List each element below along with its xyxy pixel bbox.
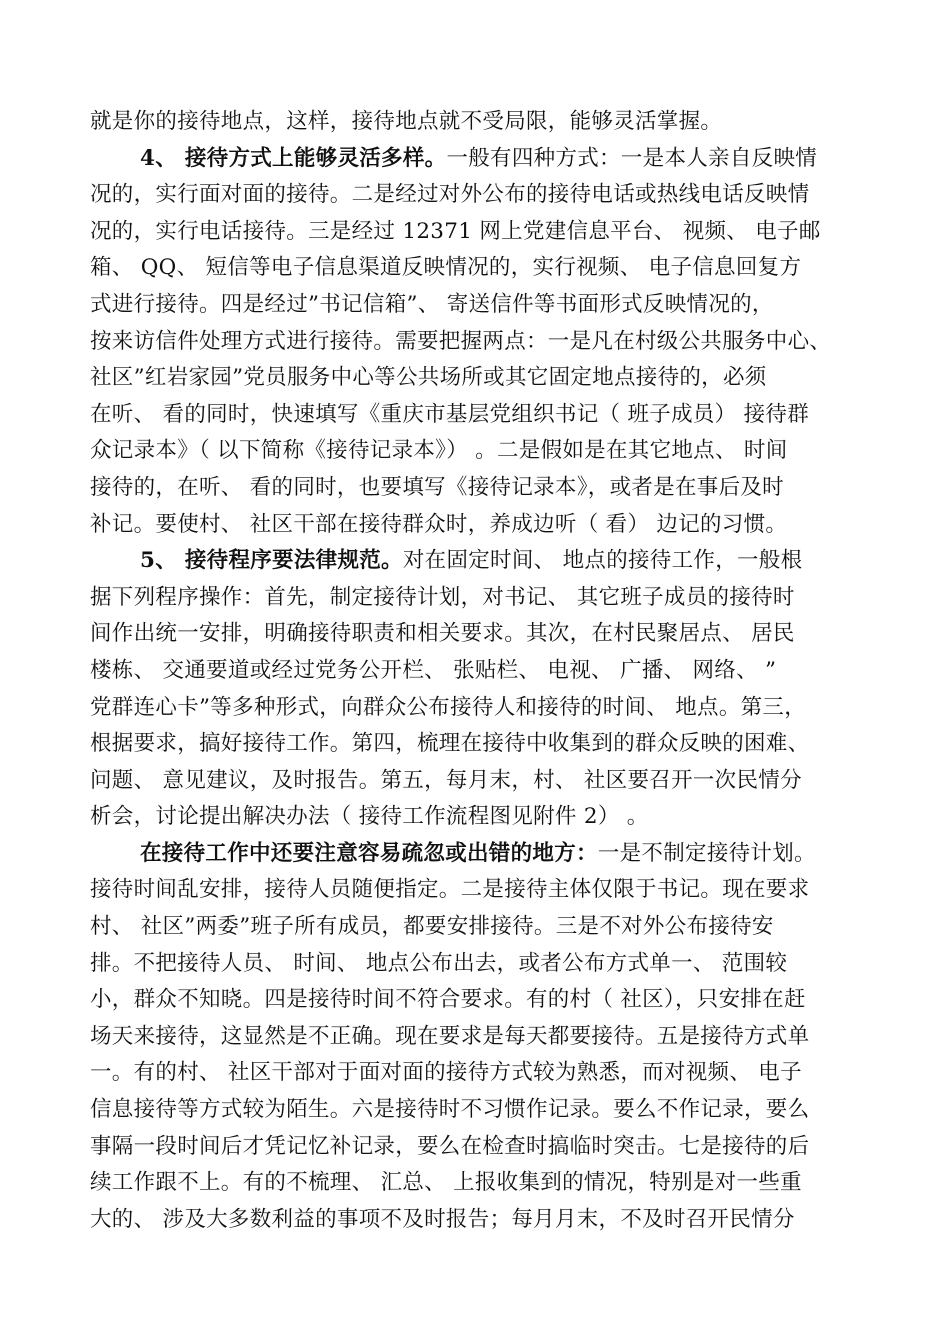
text-line: 况的，实行电话接待。三是经过 12371 网上党建信息平台、 视频、 电子邮	[90, 218, 821, 244]
text-line: 众记录本》（ 以下简称《接待记录本》） 。二是假如是在其它地点、 时间	[90, 438, 788, 464]
text-line: 在听、 看的同时，快速填写《重庆市基层党组织书记（ 班子成员） 接待群	[90, 401, 810, 427]
text-line: 信息接待等方式较为陌生。六是接待时不习惯作记录。要么不作记录，要么	[90, 1097, 810, 1123]
point-heading: 5、 接待程序要法律规范。	[140, 548, 403, 574]
text-line: 续工作跟不上。有的不梳理、 汇总、 上报收集到的情况，特别是对一些重	[90, 1170, 802, 1196]
text-line: 小，群众不知晓。四是接待时间不符合要求。有的村（ 社区），只安排在赶	[90, 987, 806, 1013]
text-line: 就是你的接待地点，这样，接待地点就不受局限，能够灵活掌握。	[90, 109, 723, 134]
text-line: 补记。要使村、 社区干部在接待群众时，养成边听（ 看） 边记的习惯。	[90, 511, 788, 537]
text-line: 5、 接待程序要法律规范。对在固定时间、 地点的接待工作，一般根	[140, 548, 803, 574]
text-line: 问题、 意见建议，及时报告。第五，每月末，村、 社区要召开一次民情分	[90, 767, 802, 793]
text-line: 析会，讨论提出解决办法（ 接待工作流程图见附件 2） 。	[90, 804, 649, 830]
text-line: 接待时间乱安排，接待人员随便指定。二是接待主体仅限于书记。现在要求	[90, 877, 810, 903]
text-line: 间作出统一安排，明确接待职责和相关要求。其次，在村民聚居点、 居民	[90, 621, 795, 647]
text-line: 式进行接待。四是经过”书记信箱”、 寄送信件等书面形式反映情况的，	[90, 291, 774, 317]
text-line: 社区”红岩家园”党员服务中心等公共场所或其它固定地点接待的，必须	[90, 365, 767, 391]
section-heading: 在接待工作中还要注意容易疏忽或出错的地方：	[140, 840, 598, 866]
text-line: 箱、 QQ、 短信等电子信息渠道反映情况的，实行视频、 电子信息回复方	[90, 255, 802, 281]
text-line: 村、 社区”两委”班子所有成员，都要安排接待。三是不对外公布接待安	[90, 914, 774, 940]
text-line: 楼栋、 交通要道或经过党务公开栏、 张贴栏、 电视、 广播、 网络、 ”	[90, 657, 777, 683]
text-line: 4、 接待方式上能够灵活多样。一般有四种方式：一是本人亲自反映情	[140, 145, 818, 171]
text-line: 事隔一段时间后才凭记忆补记录，要么在检查时搞临时突击。七是接待的后	[90, 1133, 810, 1159]
point-heading: 4、 接待方式上能够灵活多样。	[140, 145, 447, 171]
text-line: 党群连心卡”等多种形式，向群众公布接待人和接待的时间、 地点。第三，	[90, 694, 807, 720]
text-line: 况的，实行面对面的接待。二是经过对外公布的接待电话或热线电话反映情	[90, 182, 810, 208]
text-line: 接待的，在听、 看的同时，也要填写《接待记录本》，或者是在事后及时	[90, 474, 784, 500]
text-line: 排。不把接待人员、 时间、 地点公布出去，或者公布方式单一、 范围较	[90, 950, 788, 976]
text-line: 据下列程序操作：首先，制定接待计划，对书记、 其它班子成员的接待时	[90, 584, 795, 610]
text-line: 大的、 涉及大多数利益的事项不及时报告；每月月末，不及时召开民情分	[90, 1206, 795, 1232]
body-text	[90, 104, 870, 1238]
text-line: 根据要求，搞好接待工作。第四，梳理在接待中收集到的群众反映的困难、	[90, 731, 810, 757]
text-line: 在接待工作中还要注意容易疏忽或出错的地方：一是不制定接待计划。	[140, 840, 816, 866]
text-line: 一。有的村、 社区干部对于面对面的接待方式较为熟悉，而对视频、 电子	[90, 1060, 802, 1086]
text-line: 按来访信件处理方式进行接待。需要把握两点：一是凡在村级公共服务中心、	[90, 328, 832, 354]
text-line: 场天来接待，这显然是不正确。现在要求是每天都要接待。五是接待方式单	[90, 1023, 810, 1049]
